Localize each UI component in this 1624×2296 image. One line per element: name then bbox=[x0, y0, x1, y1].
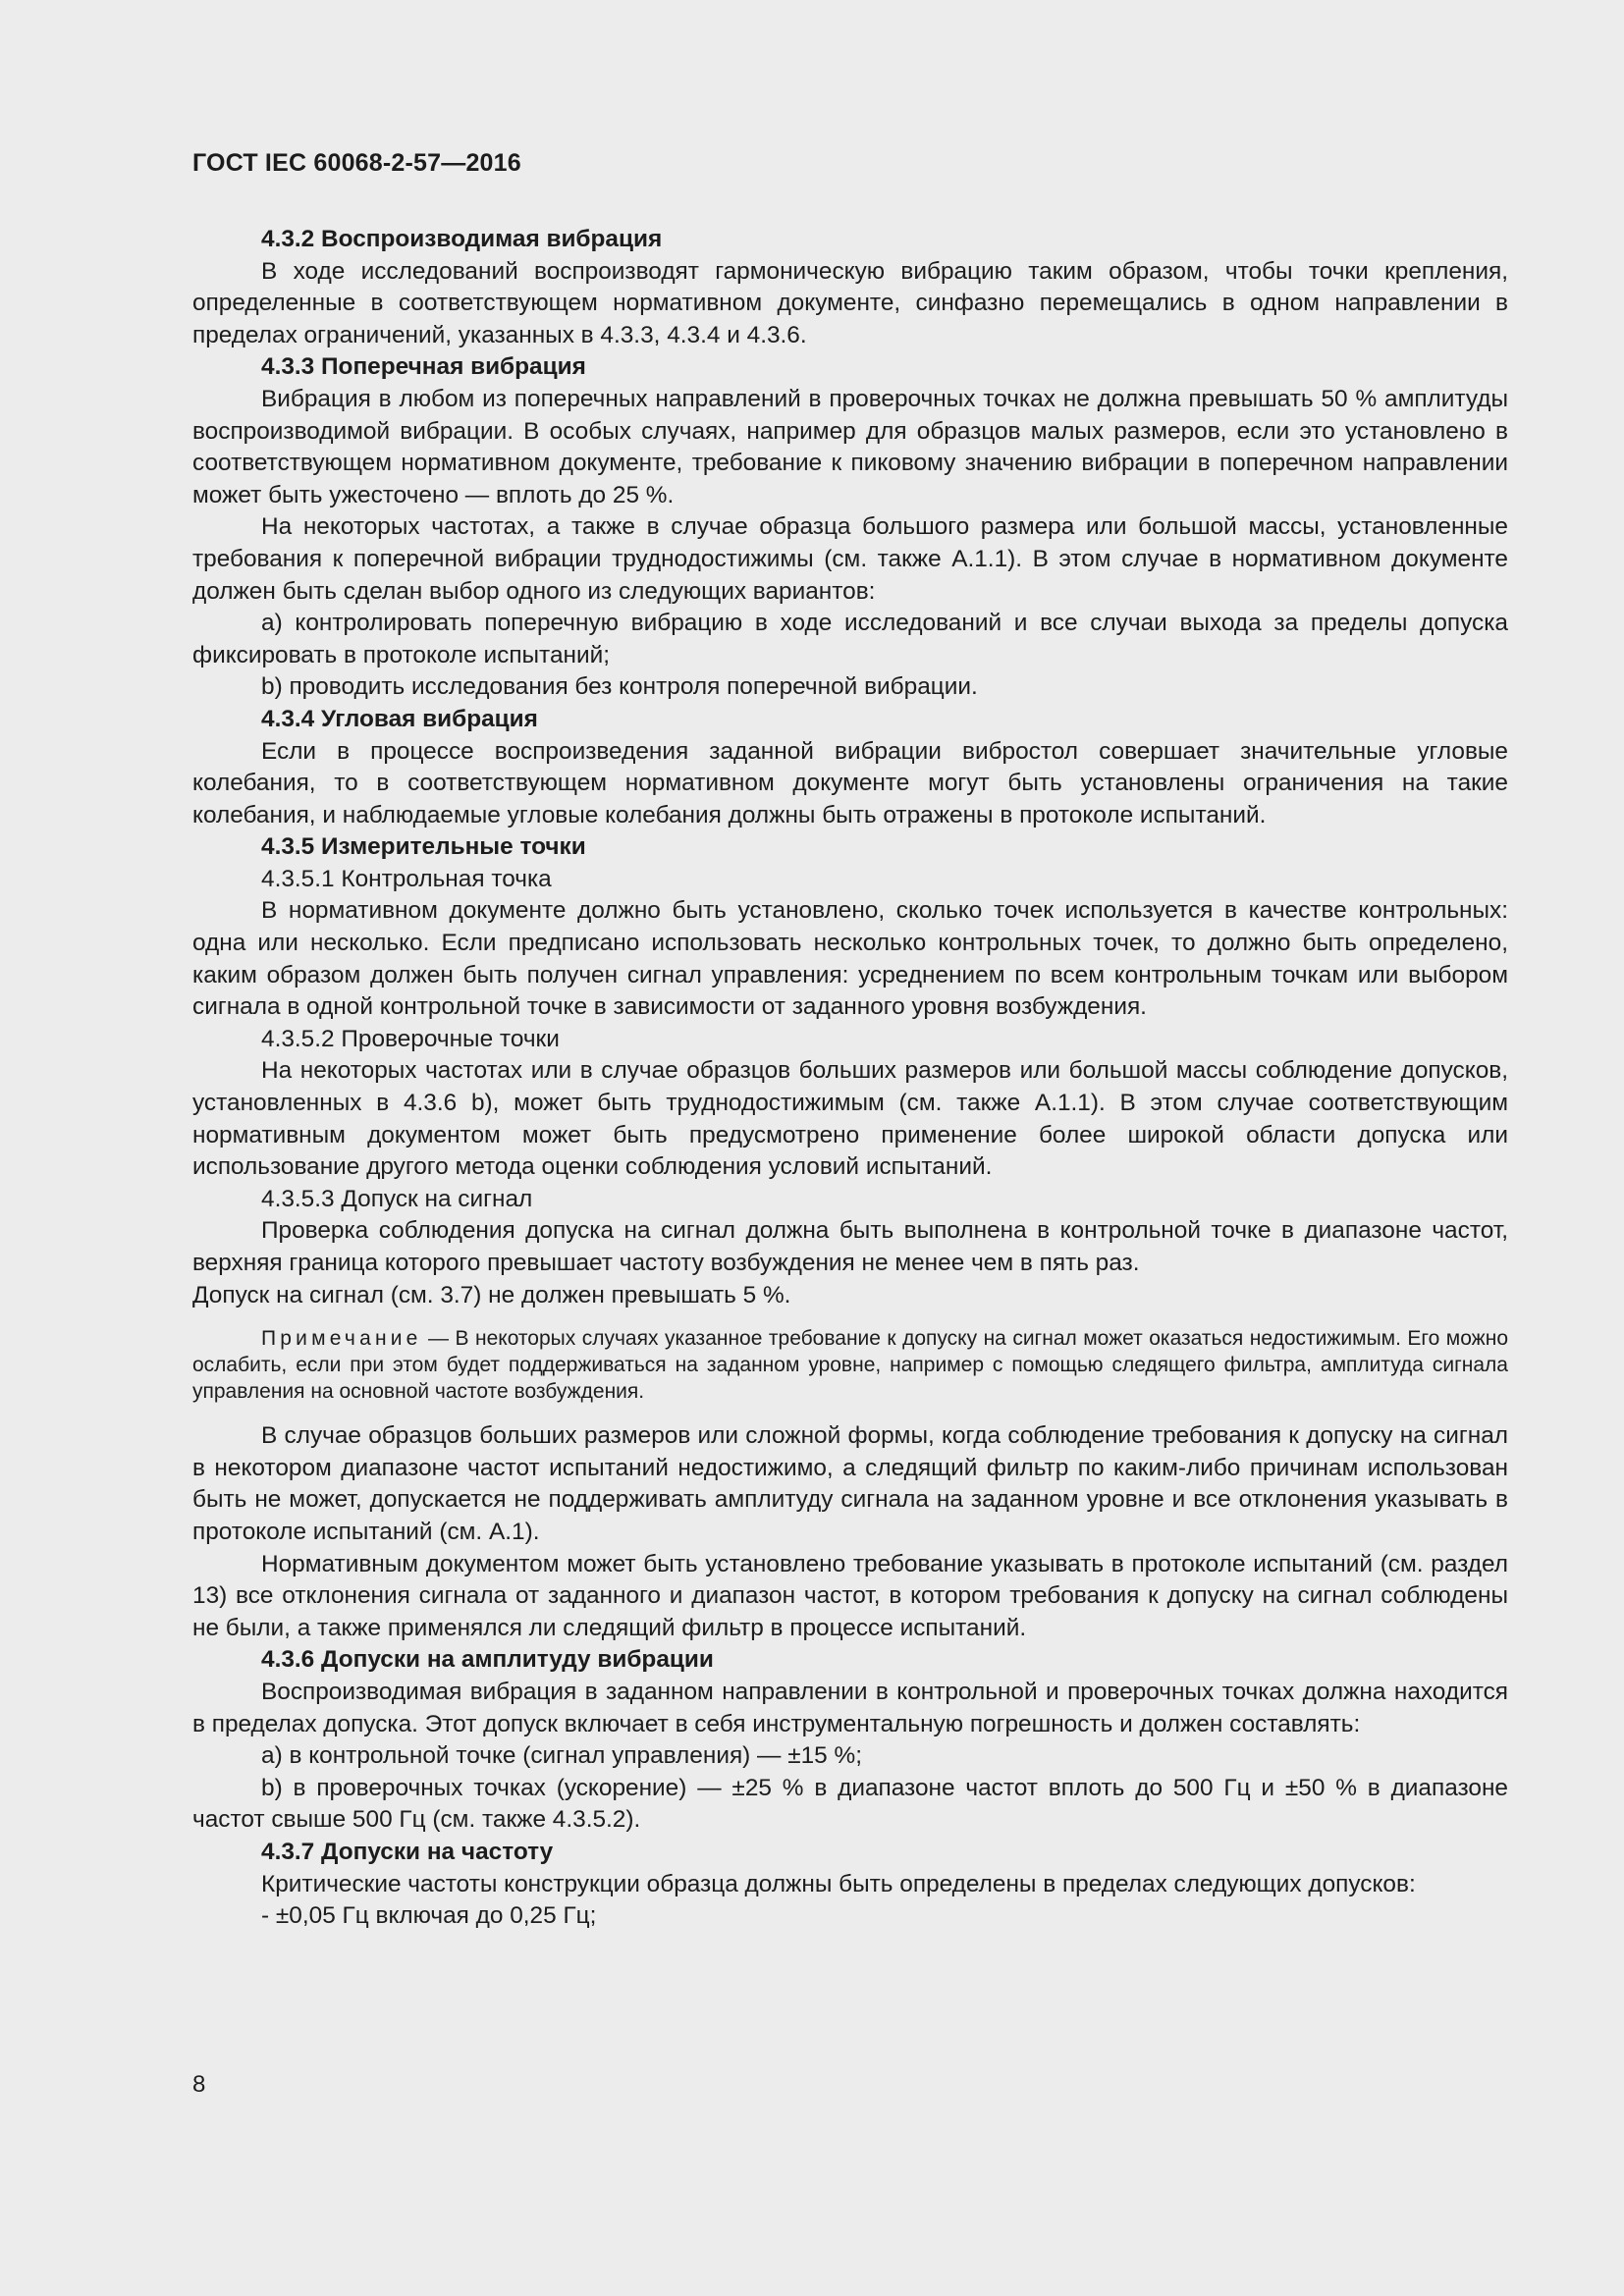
body-paragraph: На некоторых частотах или в случае образцов больших размеров или большой массы соблюдение допусков, установленных в 4.3.6 b), может быть труднодостижимым (см. также А.1.1). В этом случае соответствующим нормативным документом может быть предусмотрено применение более широкой области допуска или использование другого метода оценки соблюдения условий испытаний. bbox=[192, 1057, 1508, 1181]
body-paragraph: 4.3.5.3 Допуск на сигнал bbox=[261, 1185, 533, 1212]
body-paragraph: 4.3.5.1 Контрольная точка bbox=[261, 865, 552, 892]
section-heading: 4.3.3 Поперечная вибрация bbox=[261, 353, 586, 381]
body-paragraph: Проверка соблюдения допуска на сигнал должна быть выполнена в контрольной точке в диапазоне частот, верхняя граница которого превышает частоту возбуждения не менее чем в пять раз. bbox=[192, 1217, 1508, 1276]
note-label: Примечание bbox=[261, 1327, 422, 1351]
body-paragraph: - ±0,05 Гц включая до 0,25 Гц; bbox=[261, 1902, 597, 1930]
body-paragraph: Нормативным документом может быть установлено требование указывать в протоколе испытаний (см. раздел 13) все отклонения сигнала от заданного и диапазон частот, в котором требования к допуску на сигнал соблюдены не были, а также применялся ли следящий фильтр в процессе испытаний. bbox=[192, 1550, 1508, 1641]
body-paragraph: a) в контрольной точке (сигнал управления) — ±15 %; bbox=[261, 1742, 862, 1770]
body-paragraph: Допуск на сигнал (см. 3.7) не должен превышать 5 %. bbox=[192, 1281, 791, 1308]
section-heading: 4.3.7 Допуски на частоту bbox=[261, 1838, 554, 1865]
body-paragraph: a) контролировать поперечную вибрацию в ходе исследований и все случаи выхода за пределы допуска фиксировать в протоколе испытаний; bbox=[192, 610, 1508, 668]
body-paragraph: b) в проверочных точках (ускорение) — ±25 % в диапазоне частот вплоть до 500 Гц и ±50 % в диапазоне частот свыше 500 Гц (см. также 4.3.5.2). bbox=[192, 1774, 1508, 1834]
body-paragraph: На некоторых частотах, а также в случае образца большого размера или большой массы, установленные требования к поперечной вибрации труднодостижимы (см. также А.1.1). В этом случае в нормативном документе должен быть сделан выбор одного из следующих вариантов: bbox=[192, 513, 1508, 605]
section-heading: 4.3.4 Угловая вибрация bbox=[261, 705, 538, 732]
section-heading: 4.3.2 Воспроизводимая вибрация bbox=[261, 226, 663, 252]
running-header: ГОСТ IEC 60068-2-57—2016 bbox=[192, 149, 521, 177]
body-paragraph: Если в процессе воспроизведения заданной вибрации вибростол совершает значительные угловые колебания, то в соответствующем нормативном документе могут быть установлены ограничения на такие колебания, и наблюдаемые угловые колебания должны быть отражены в протоколе испытаний. bbox=[192, 737, 1508, 828]
body-paragraph: В нормативном документе должно быть установлено, сколько точек используется в качестве контрольных: одна или несколько. Если предписано использовать несколько контрольных точек, то должно быть определено, каким образом должен быть получен сигнал управления: усреднением по всем контрольным точкам или выбором сигнала в одной контрольной точке в зависимости от заданного уровня возбуждения. bbox=[192, 897, 1508, 1021]
body-paragraph: Вибрация в любом из поперечных направлений в проверочных точках не должна превышать 50 % амплитуды воспроизводимой вибрации. В особых случаях, например для образцов малых размеров, если это установлено в соответствующем нормативном документе, требование к пиковому значению вибрации в поперечном направлении может быть ужесточено — вплоть до 25 %. bbox=[192, 385, 1508, 508]
body-paragraph: Воспроизводимая вибрация в заданном направлении в контрольной и проверочных точках должна находится в пределах допуска. Этот допуск включает в себя инструментальную погрешность и должен составлять: bbox=[192, 1678, 1508, 1737]
note-text: — В некоторых случаях указанное требование к допуску на сигнал может оказаться недостижимым. Его можно ослабить, если при этом будет поддерживаться на заданном уровне, например с помощью следящего фильтра, амплитуда сигнала управления на основной частоте возбуждения. bbox=[192, 1327, 1508, 1404]
page-number: 8 bbox=[192, 2071, 206, 2098]
body-paragraph: 4.3.5.2 Проверочные точки bbox=[261, 1025, 560, 1052]
body-paragraph: b) проводить исследования без контроля поперечной вибрации. bbox=[261, 673, 978, 701]
body-paragraph: В ходе исследований воспроизводят гармоническую вибрацию таким образом, чтобы точки крепления, определенные в соответствующем нормативном документе, синфазно перемещались в одном направлении в пределах ограничений, указанных в 4.3.3, 4.3.4 и 4.3.6. bbox=[192, 257, 1508, 348]
body-paragraph: В случае образцов больших размеров или сложной формы, когда соблюдение требования к допуску на сигнал в некотором диапазоне частот испытаний недостижимо, а следящий фильтр по каким-либо причинам использован быть не может, допускается не поддерживать амплитуду сигнала на заданном уровне и все отклонения указывать в протоколе испытаний (см. А.1). bbox=[192, 1422, 1508, 1545]
section-heading: 4.3.5 Измерительные точки bbox=[261, 833, 586, 861]
body-paragraph: Критические частоты конструкции образца должны быть определены в пределах следующих допусков: bbox=[261, 1870, 1416, 1897]
document-body bbox=[192, 224, 1508, 1933]
note-paragraph bbox=[192, 1325, 1508, 1405]
section-heading: 4.3.6 Допуски на амплитуду вибрации bbox=[261, 1646, 714, 1674]
